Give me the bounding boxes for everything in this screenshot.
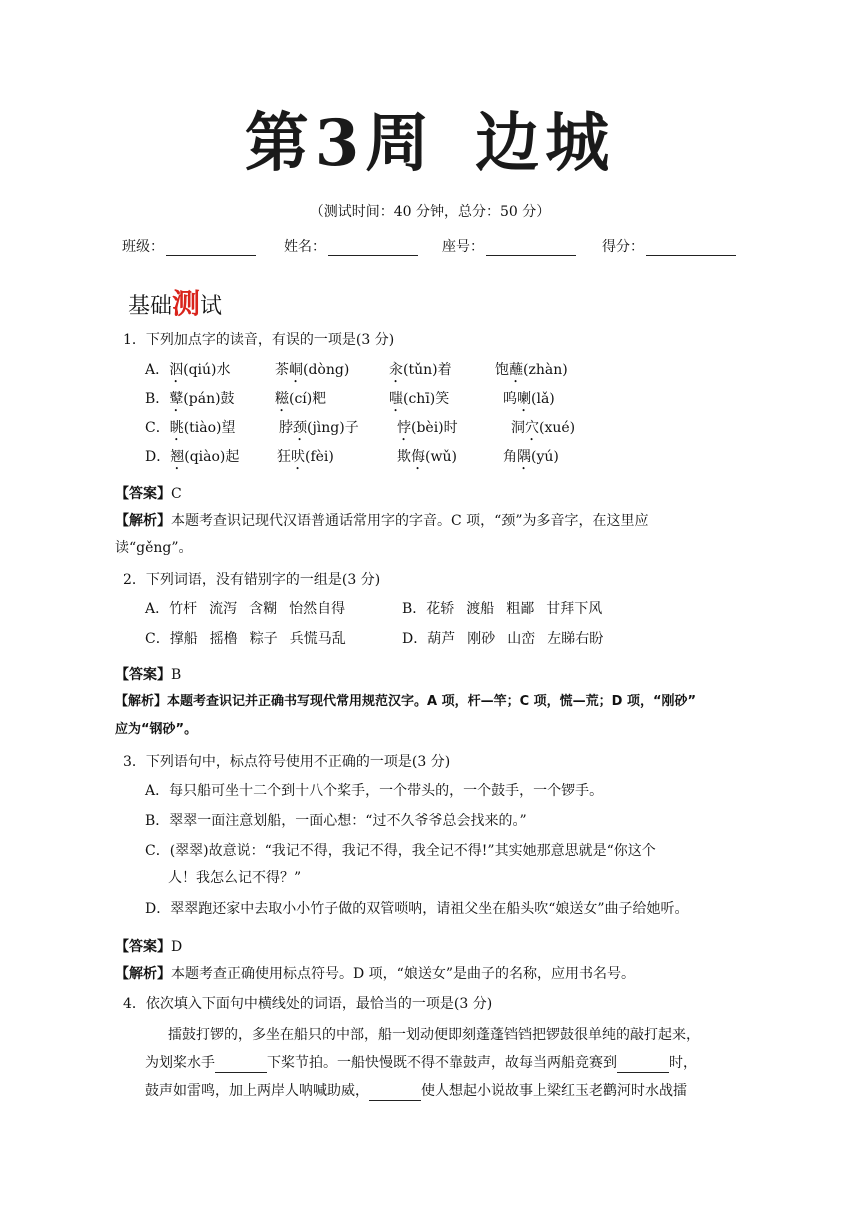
q1-option-a: A．泅(qiú)水 茶峒(dòng) 汆(tǔn)着 饱蘸(zhàn) <box>145 362 568 378</box>
q4-blank-2 <box>617 1058 669 1073</box>
q1-analysis-cont: 读“gěng”。 <box>115 540 193 556</box>
title-topic: 边城 <box>475 106 616 181</box>
title-week: 第3周 <box>244 106 436 181</box>
q1-analysis: 【解析】本题考查识记现代汉语普通话常用字的字音。C 项，“颈”为多音字，在这里应 <box>115 513 649 529</box>
q3-option-a: A．每只船可坐十二个到十八个桨手，一个带头的，一个鼓手，一个锣手。 <box>145 783 604 799</box>
q1-option-b: B．鼙(pán)鼓 糍(cí)粑 嗤(chī)笑 呜喇(lǎ) <box>145 391 555 407</box>
q3-option-c: C．(翠翠)故意说：“我记不得，我记不得，我全记不得!”其实她那意思就是“你这个 <box>145 843 656 859</box>
q3-option-d: D．翠翠跑还家中去取小小竹子做的双管唢呐，请祖父坐在船头吹“娘送女”曲子给她听。 <box>145 901 689 917</box>
name-field: 姓名： <box>284 236 418 256</box>
test-info: （测试时间：40 分钟，总分：50 分） <box>309 204 551 220</box>
page-title <box>0 104 860 184</box>
q2-option-d: D．葫芦 刚砂 山峦 左睇右盼 <box>402 631 604 647</box>
q2-analysis-cont: 应为“钢砂”。 <box>115 722 198 737</box>
q4-stem: 4．依次填入下面句中横线处的词语，最恰当的一项是(3 分) <box>123 996 493 1012</box>
class-field: 班级： <box>122 236 256 256</box>
q3-analysis: 【解析】本题考查正确使用标点符号。D 项，“娘送女”是曲子的名称，应用书名号。 <box>115 966 635 982</box>
q4-passage-line3: 鼓声如雷鸣，加上两岸人呐喊助威， 使人想起小说故事上梁红玉老鹳河时水战擂 <box>145 1083 687 1099</box>
q2-option-b: B．花轿 渡船 粗鄙 甘拜下风 <box>402 601 603 617</box>
q4-blank-1 <box>215 1058 267 1073</box>
q1-stem: 1．下列加点字的读音，有误的一项是(3 分) <box>123 332 395 348</box>
score-field: 得分： <box>602 236 736 256</box>
q3-option-b: B．翠翠一面注意划船，一面心想：“过不久爷爷总会找来的。” <box>145 813 527 829</box>
q1-answer: 【答案】C <box>115 486 182 502</box>
q1-option-d: D．翘(qiào)起 狂吠(fèi) 欺侮(wǔ) 角隅(yú) <box>145 449 559 465</box>
q1-option-c: C．眺(tiào)望 脖颈(jìng)子 悖(bèi)时 洞穴(xué) <box>145 420 576 436</box>
q3-option-c-cont: 人！我怎么记不得？” <box>168 870 302 886</box>
q2-option-a: A．竹杆 流泻 含糊 怡然自得 <box>145 601 346 617</box>
q2-stem: 2．下列词语，没有错别字的一组是(3 分) <box>123 572 381 588</box>
q4-blank-3 <box>369 1086 421 1101</box>
q2-option-c: C．撑船 摇橹 粽子 兵慌马乱 <box>145 631 346 647</box>
q2-analysis: 【解析】本题考查识记并正确书写现代常用规范汉字。A 项，杆—竿；C 项，慌—荒；D 项，“刚砂” <box>115 694 697 709</box>
section-heading: 基础测试 <box>128 287 223 320</box>
q2-answer: 【答案】B <box>115 667 182 683</box>
q3-stem: 3．下列语句中，标点符号使用不正确的一项是(3 分) <box>123 754 451 770</box>
q4-passage-line1: 擂鼓打锣的，多坐在船只的中部，船一划动便即刻蓬蓬铛铛把锣鼓很单纯的敲打起来， <box>168 1027 700 1043</box>
q4-passage-line2: 为划桨水手 下桨节拍。一船快慢既不得不靠鼓声，故每当两船竞赛到 时， <box>145 1055 697 1071</box>
seat-field: 座号： <box>442 236 576 256</box>
q3-answer: 【答案】D <box>115 939 183 955</box>
